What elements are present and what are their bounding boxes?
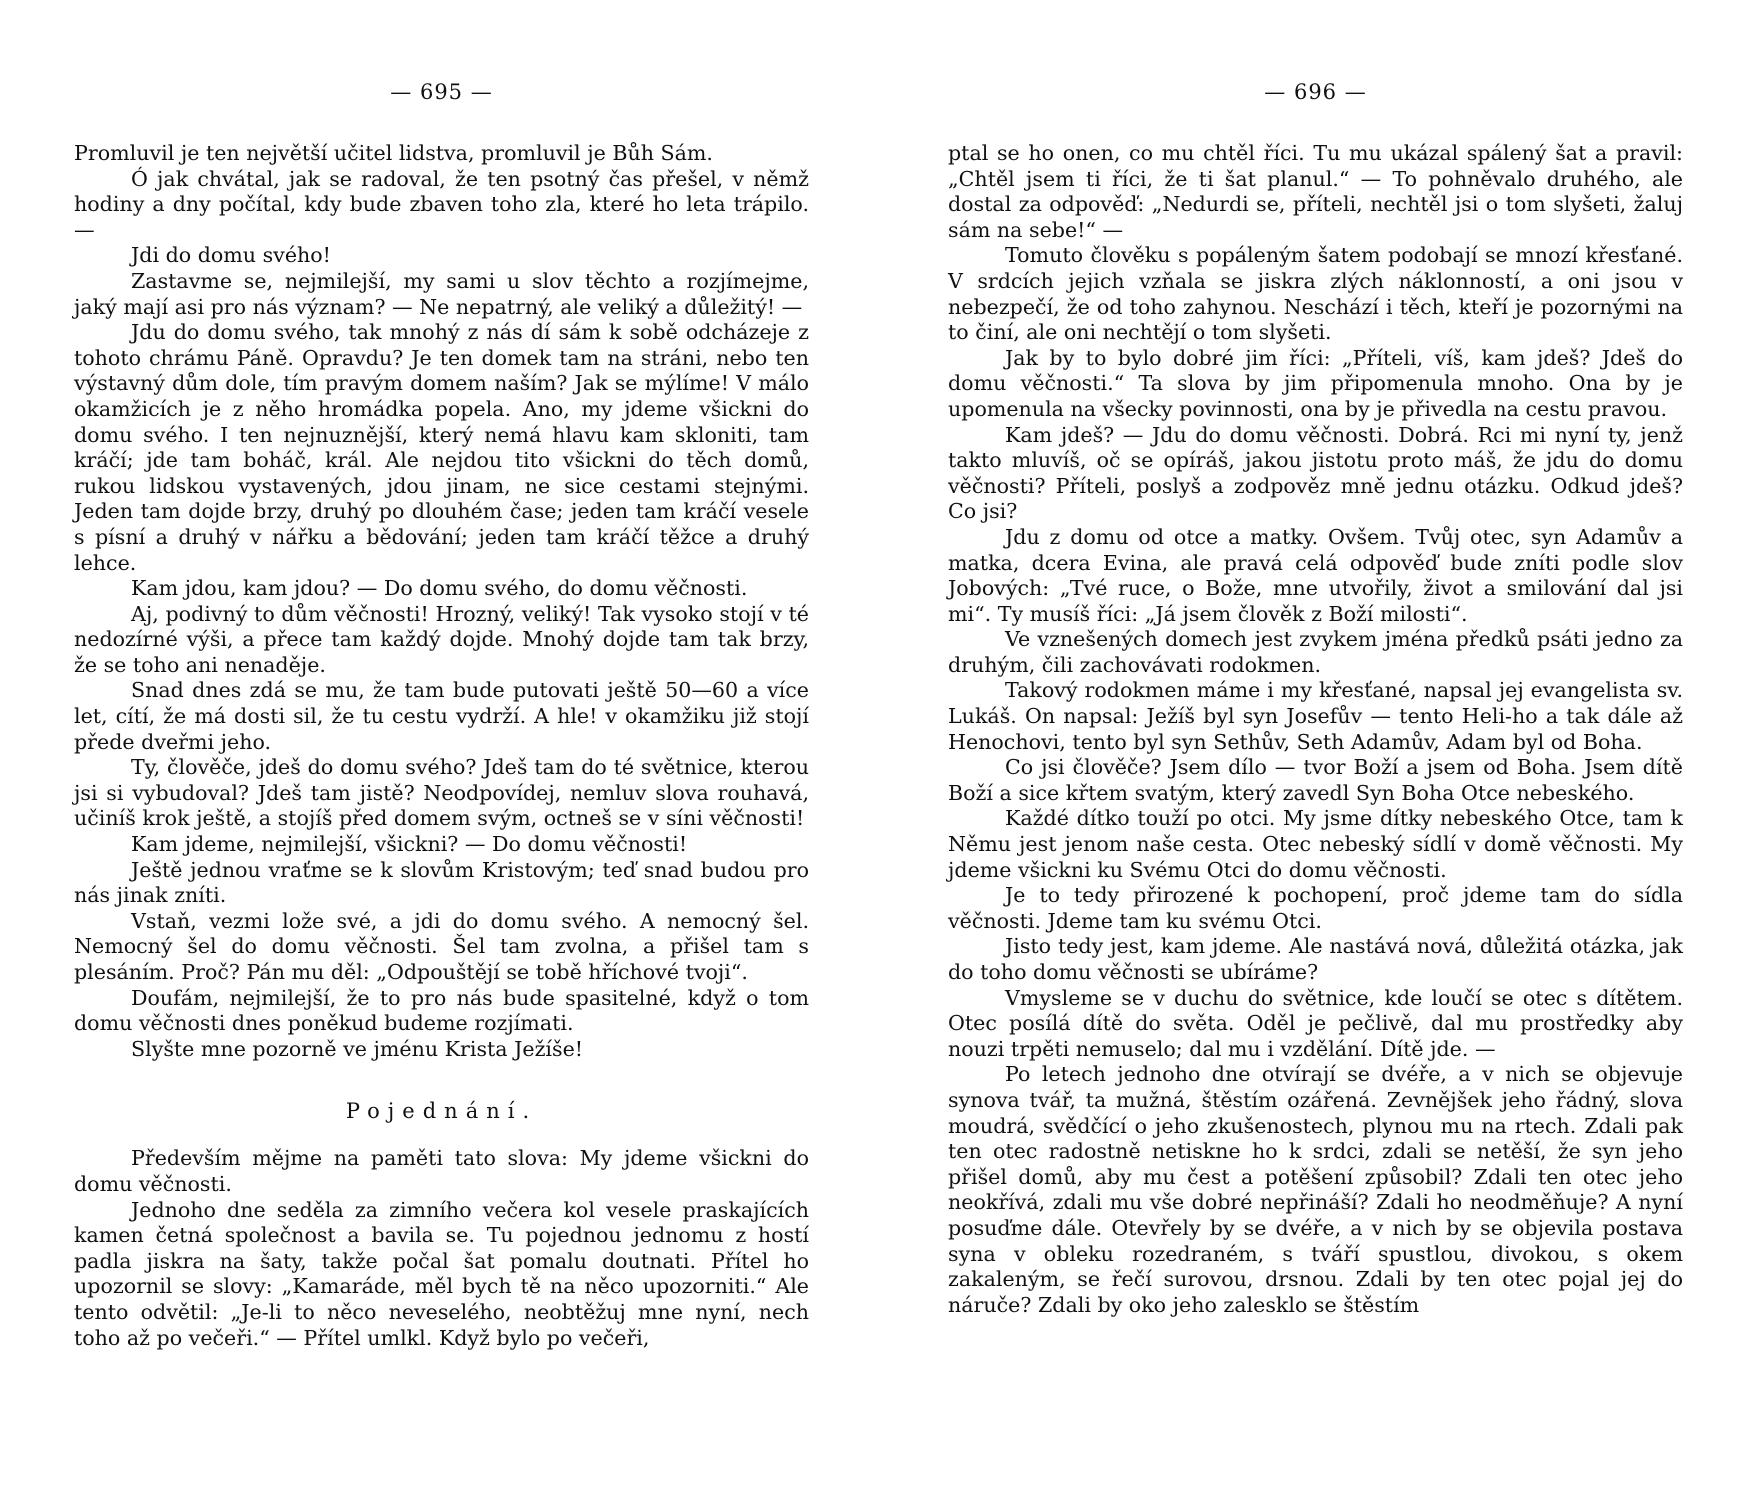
paragraph: Tomuto člověku s popáleným šatem podobají se mnozí křesťané. V srdcích jejich vzňala se jiskra zlých náklonností, a oni jsou v nebezpečí, že od toho zahynou. Neschází i těch, kteří je pozornými na to činí, ale oni nechtějí o tom slyšeti. [948,243,1683,345]
paragraph: ptal se ho onen, co mu chtěl říci. Tu mu ukázal spálený šat a pravil: „Chtěl jsem ti říci, že ti šat planul.“ — To pohněvalo druhého, ale dostal za odpověď: „Nedurdi se, příteli, nechtěl jsi o tom slyšeti, žaluj sám na sebe!“ — [948,141,1683,242]
paragraph: Kam jdeme, nejmilejší, všickni? — Do domu věčnosti! [131,832,688,857]
paragraph: Co jsi člověče? Jsem dílo — tvor Boží a jsem od Boha. Jsem dítě Boží a sice křtem svatým, který zavedl Syn Boha Otce nebeského. [948,755,1683,805]
paragraph: Doufám, nejmilejší, že to pro nás bude spasitelné, když o tom domu věčnosti dnes poněkud budeme rozjímati. [74,985,809,1036]
left-page-text [74,141,809,1351]
paragraph: Je to tedy přirozené k pochopení, proč jdeme tam do sídla věčnosti. Jdeme tam ku svému Otci. [948,883,1683,933]
page-number: — 695 — [390,80,493,104]
page-number: — 696 — [1264,80,1367,104]
paragraph: Kam jdeš? — Jdu do domu věčnosti. Dobrá. Rci mi nyní ty, jenž takto mluvíš, oč se opíráš, jakou jistotu proto máš, že jdu do domu věčnosti? Příteli, poslyš a zodpověz mně jednu otázku. Odkud jdeš? Co jsi? [948,422,1683,524]
paragraph: Takový rodokmen máme i my křesťané, napsal jej evangelista sv. Lukáš. On napsal: Ježíš byl syn Josefův — tento Heli-ho a tak dále až Henochovi, tento byl syn Sethův, Seth Adamův, Adam byl od Boha. [948,678,1683,754]
paragraph: Po letech jednoho dne otvírají se dvéře, a v nich se objevuje synova tvář, ta mužná, štěstím ozářená. Zevnějšek jeho řádný, slova moudrá, svědčící o jeho zkušenostech, plynou mu na rtech. Zdali pak ten otec radostně netiskne ho k srdci, zdali se netěší, že syn jeho přišel domů, aby mu čest a potěšení způsobil? Zdali ten otec jeho neokřívá, zdali mu vše dobré nepřináší? Zdali ho neodměňuje? A nyní posuďme dále. Otevřely by se dvéře, a v nich by se objevila postava syna v obleku rozedraném, s tváří spustlou, divokou, s okem zakaleným, se řečí surovou, drsnou. Zdali by ten otec pojal jej do náruče? Zdali by oko jeho zalesklo se štěstím [948,1062,1683,1317]
paragraph: Jdu do domu svého, tak mnohý z nás dí sám k sobě odcházeje z tohoto chrámu Páně. Opravdu? Je ten domek tam na stráni, nebo ten výstavný dům dole, tím pravým domem naším? Jak se mýlíme! V málo okamžicích je z něho hromádka popela. Ano, my jdeme všickni do domu svého. I ten nejnuznější, který nemá hlavu kam skloniti, tam kráčí; jde tam boháč, král. Ale nejdou tito všickni do těch domů, rukou lidskou vystavených, jdou jinam, ne sice cestami stejnými. Jeden tam dojde brzy, druhý po dlouhém čase; jeden tam kráčí vesele s písní a druhý v nářku a bědování; jeden tam kráčí těžce a druhý lehce. [74,320,809,575]
left-page [74,80,809,1351]
paragraph: Každé dítko touží po otci. My jsme dítky nebeského Otce, tam k Němu jest jenom naše cesta. Otec nebeský sídlí v domě věčnosti. My jdeme všickni ku Svému Otci do domu věčnosti. [948,806,1683,882]
paragraph: Jdu z domu od otce a matky. Ovšem. Tvůj otec, syn Adamův a matka, dcera Evina, ale pravá celá odpověď bude zníti podle slov Jobových: „Tvé ruce, o Bože, mne utvořily, život a smilování dal jsi mi“. Ty musíš říci: „Já jsem člověk z Boží milosti“. [948,524,1683,626]
right-page-text [948,141,1683,1318]
section-title: Pojednání. [345,1099,538,1124]
paragraph: Především mějme na paměti tato slova: My jdeme všickni do domu věčnosti. [74,1146,809,1196]
paragraph: Vstaň, vezmi lože své, a jdi do domu svého. A nemocný šel. Nemocný šel do domu věčnosti. Šel tam zvolna, a přišel tam s plesáním. Proč? Pán mu děl: „Odpouštějí se tobě hříchové tvoji“. [74,908,809,984]
right-page [948,80,1683,1318]
paragraph: Jdi do domu svého! [131,243,331,268]
paragraph: Jednoho dne seděla za zimního večera kol vesele praskajících kamen četná společnost a bavila se. Tu pojednou jednomu z hostí padla jiskra na šaty, takže počal šat pomalu doutnati. Přítel ho upozornil se slovy: „Kamaráde, měl bych tě na něco upozorniti.“ Ale tento odvětil: „Je-li to něco neveselého, neobtěžuj mne nyní, nech toho až po večeři.“ — Přítel umlkl. Když bylo po večeři, [74,1197,809,1350]
paragraph: Kam jdou, kam jdou? — Do domu svého, do domu věčnosti. [131,576,748,601]
paragraph: Jisto tedy jest, kam jdeme. Ale nastává nová, důležitá otázka, jak do toho domu věčnosti se ubíráme? [948,934,1683,984]
paragraph: Snad dnes zdá se mu, že tam bude putovati ještě 50—60 a více let, cítí, že má dosti sil, že tu cestu vydrží. A hle! v okamžiku již stojí přede dveřmi jeho. [74,678,809,754]
paragraph: Jak by to bylo dobré jim říci: „Příteli, víš, kam jdeš? Jdeš do domu věčnosti.“ Ta slova by jim připomenula mnoho. Ona by je upomenula na všecky povinnosti, ona by je přivedla na cestu pravou. [948,345,1683,421]
paragraph: Aj, podivný to dům věčnosti! Hrozný, veliký! Tak vysoko stojí v té nedozírné výši, a přece tam každý dojde. Mnohý dojde tam tak brzy, že se toho ani nenaděje. [74,601,809,677]
paragraph: Ve vznešených domech jest zvykem jména předků psáti jedno za druhým, čili zachovávati rodokmen. [948,627,1683,677]
paragraph: Promluvil je ten největší učitel lidstva, promluvil je Bůh Sám. [74,141,713,165]
paragraph: Zastavme se, nejmilejší, my sami u slov těchto a rozjímejme, jaký mají asi pro nás význam? — Ne nepatrný, ale veliký a důležitý! — [74,268,809,319]
paragraph: Ó jak chvátal, jak se radoval, že ten psotný čas přešel, v němž hodiny a dny počítal, kdy bude zbaven toho zla, které ho leta trápilo. — [74,166,809,242]
paragraph: Ještě jednou vraťme se k slovům Kristovým; teď snad budou pro nás jinak zníti. [74,857,809,908]
paragraph: Ty, člověče, jdeš do domu svého? Jdeš tam do té světnice, kterou jsi si vybudoval? Jdeš tam jistě? Neodpovídej, nemluv slova rouhavá, učiníš krok ještě, a stojíš před domem svým, octneš se v síni věčnosti! [74,755,809,831]
paragraph: Slyšte mne pozorně ve jménu Krista Ježíše! [131,1036,584,1061]
paragraph: Vmysleme se v duchu do světnice, kde loučí se otec s dítětem. Otec posílá dítě do světa. Oděl je pečlivě, dal mu prostředky aby nouzi trpěti nemuselo; dal mu i vzdělání. Dítě jde. — [948,985,1683,1061]
